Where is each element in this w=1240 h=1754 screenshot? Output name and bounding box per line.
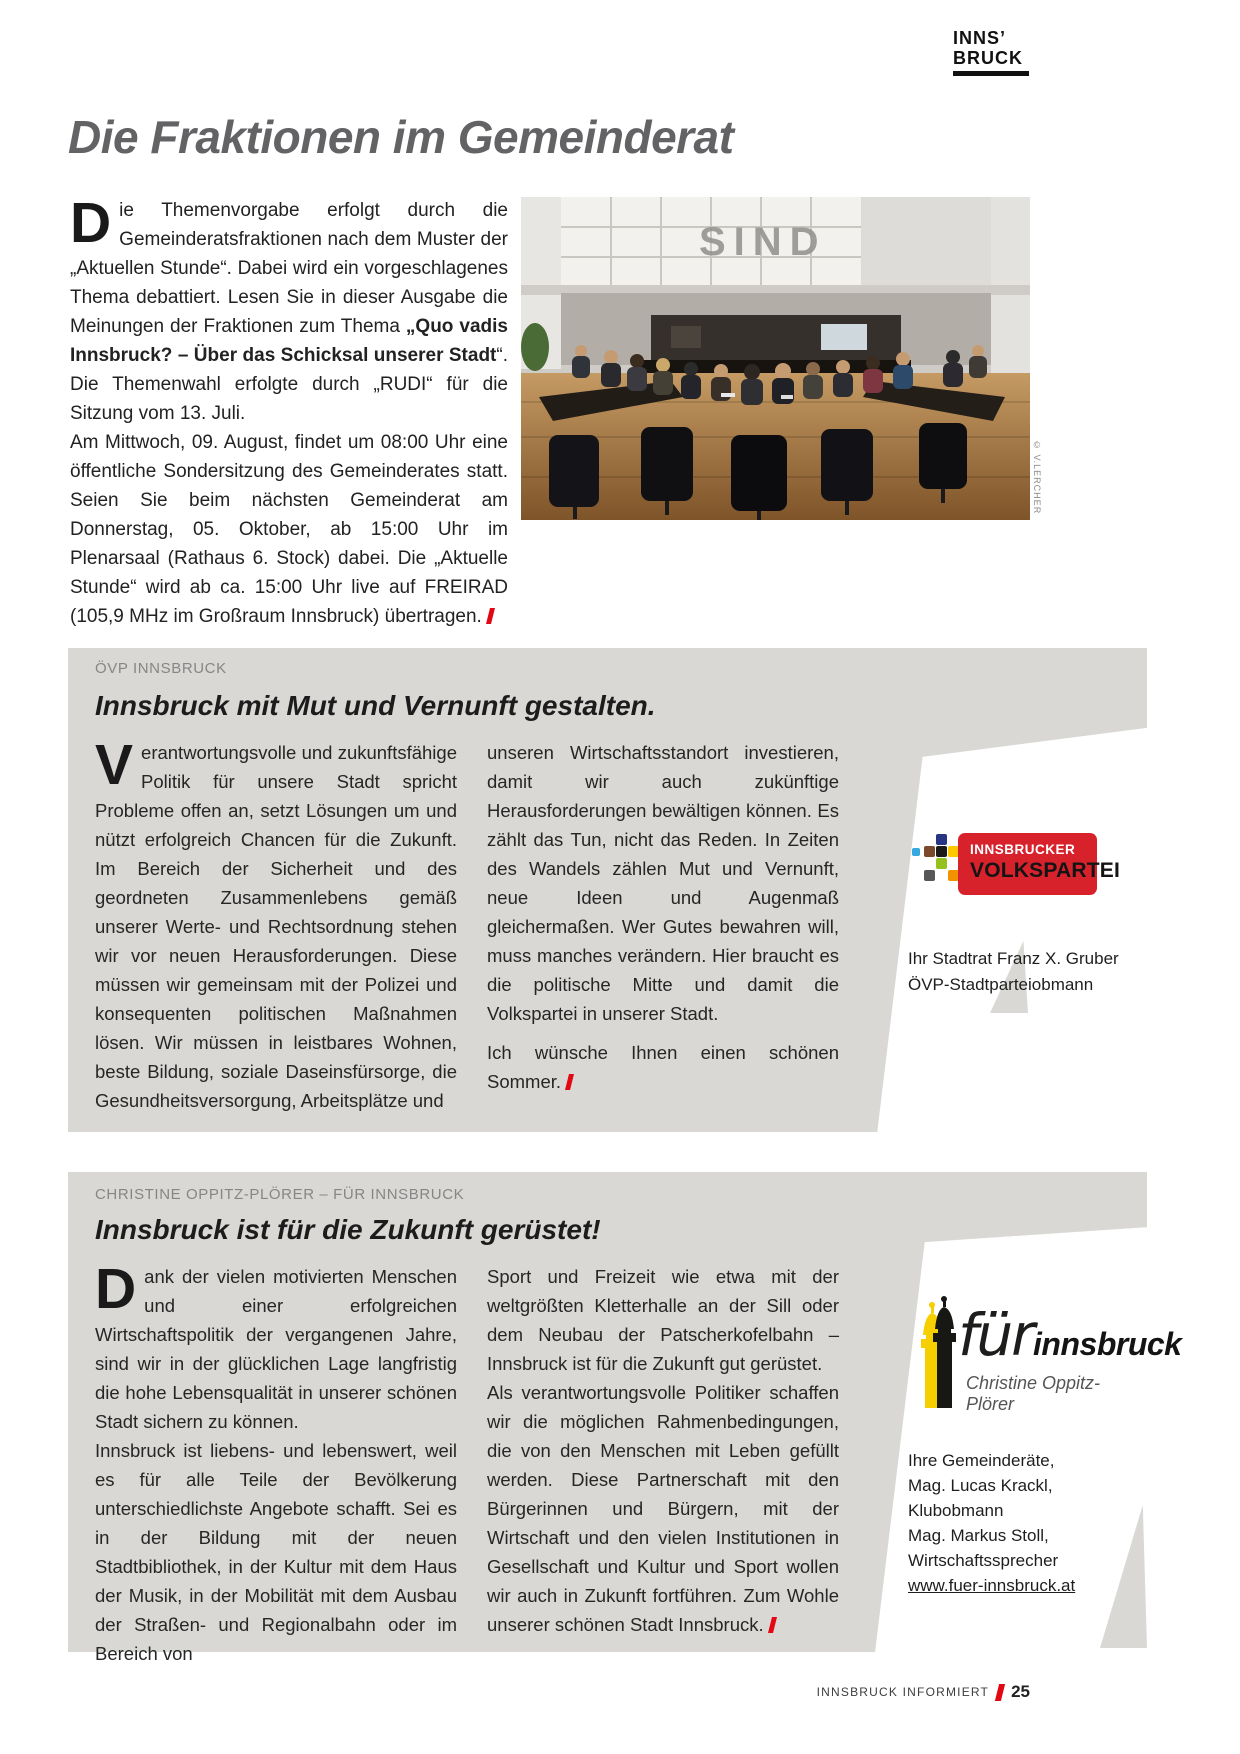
brand-underline bbox=[953, 71, 1029, 76]
photo-credit: © V.LERCHER bbox=[1032, 440, 1042, 515]
fi-contact-line: Wirtschaftssprecher bbox=[908, 1551, 1059, 1570]
ovp-caption-name: Ihr Stadtrat Franz X. Gruber bbox=[908, 949, 1119, 968]
volkspartei-badge-line1: INNSBRUCKER bbox=[970, 842, 1076, 857]
intro-paragraph-1 bbox=[70, 191, 508, 428]
ovp-dropcap: V bbox=[95, 733, 134, 797]
fi-wordmark-subline: Christine Oppitz-Plörer bbox=[966, 1373, 1101, 1414]
fi-contact-line: Mag. Lucas Krackl, bbox=[908, 1476, 1053, 1495]
fi-col1-p2: Innsbruck ist liebens- und lebenswert, weil es für alle Teile der Bevölkerung unterschiedlichste Angebote schafft. Sei es in der Bildung mit der neuen Stadtbibliothek, in der Kultur mit dem Haus der Musik, in der Mobilität mit dem Ausbau der Straßen- und Regionalbahn oder im Bereich von bbox=[95, 1440, 457, 1664]
fi-col2-p1: Sport und Freizeit wie etwa mit der weltgrößten Kletterhalle an der Sill oder dem Neubau der Patscherkofelbahn – Innsbruck ist für die Zukunft gut gerüstet. bbox=[487, 1266, 839, 1374]
fi-column-2 bbox=[487, 1262, 839, 1639]
fuer-innsbruck-wordmark bbox=[958, 1301, 1181, 1369]
fi-column-1 bbox=[95, 1257, 457, 1668]
fi-col2-p2 bbox=[487, 1378, 839, 1639]
volkspartei-badge-line2: VOLKSPARTEI bbox=[970, 859, 1120, 882]
intro-paragraph-2 bbox=[70, 428, 508, 631]
ovp-col1-text: erantwortungsvolle und zukunftsfähige Politik für unsere Stadt spricht Probleme offen an, setzt Lösungen um und nützt erfolgreich Chancen für die Zukunft. Im Bereich der Sicherheit und des geordneten Zusammenlebens gemäß unserer Werte- und Rechtsordnung stehen wir vor neuen Herausforderungen. Diese müssen wir gemeinsam mit der Polizei und konsequenten politischen Maßnahmen lösen. Wir müssen in leistbares Wohnen, beste Bildung, soziale Daseinsfürsorge, die Gesundheitsversorgung, Arbeitsplätze und bbox=[95, 742, 457, 1111]
council-photo-graphic bbox=[521, 197, 1030, 520]
fi-col1-p1: ank der vielen motivierten Menschen und einer erfolgreichen Wirtschaftspolitik der vergangenen Jahre, sind wir in der glücklichen Lage langfristig die hohe Lebensqualität in unserer schönen Stadt sichern zu können. bbox=[95, 1266, 457, 1432]
fi-contact-block bbox=[908, 1448, 1075, 1598]
stadtturm-icon bbox=[918, 1293, 962, 1411]
intro-p1-bold-text: „Quo vadis Innsbruck? – Über das Schicksal unserer Stadt bbox=[70, 316, 508, 366]
intro-p1-text-end: “. Die Themenwahl erfolgte durch „RUDI“ für die Sitzung vom 13. Juli. bbox=[70, 345, 508, 424]
photo-wall-text: SIND bbox=[699, 220, 827, 264]
ovp-caption-role: ÖVP-Stadtparteiobmann bbox=[908, 975, 1094, 994]
article-end-mark-icon bbox=[768, 1617, 777, 1633]
brand-line1: INNS’ bbox=[953, 28, 1007, 48]
fi-contact-line: Klubobmann bbox=[908, 1501, 1004, 1520]
footer-slash-icon bbox=[995, 1684, 1005, 1701]
fi-wordmark-fuer: für bbox=[958, 1301, 1034, 1369]
ovp-column-2 bbox=[487, 738, 839, 1096]
footer-magazine-label: INNSBRUCK INFORMIERT bbox=[816, 1685, 990, 1699]
fi-contact-line: Ihre Gemeinderäte, bbox=[908, 1451, 1055, 1470]
innsbruck-city-logo bbox=[953, 28, 1029, 76]
brand-line2: BRUCK bbox=[953, 48, 1023, 68]
ovp-kicker: ÖVP INNSBRUCK bbox=[95, 660, 227, 677]
fi-section-corner-triangle bbox=[1100, 1505, 1147, 1648]
fuer-innsbruck-logo bbox=[918, 1293, 1182, 1418]
ovp-col2-p1: unseren Wirtschaftsstandort investieren, damit wir auch zukünftige Herausforderungen bewältigen können. Es zählt das Tun, nicht das Reden. In Zeiten des Wandels zählen Mut und Vernunft, neue Ideen und Augenmaß gleichermaßen. Wer Gutes bewahren will, muss manches verändern. Hier braucht es die politische Mitte und damit die Volkspartei in unserer Stadt. bbox=[487, 742, 839, 1024]
fi-contact-line: Mag. Markus Stoll, bbox=[908, 1526, 1049, 1545]
ovp-column-1 bbox=[95, 733, 457, 1115]
footer-page-number: 25 bbox=[1011, 1682, 1030, 1701]
ovp-headline: Innsbruck mit Mut und Vernunft gestalten. bbox=[95, 690, 656, 721]
intro-dropcap: D bbox=[70, 191, 112, 255]
fi-wordmark-innsbruck: innsbruck bbox=[1033, 1326, 1182, 1362]
intro-p2-text: Am Mittwoch, 09. August, findet um 08:00 Uhr eine öffentliche Sondersitzung des Gemeinderates statt. Seien Sie beim nächsten Gemeinderat am Donnerstag, 05. Oktober, ab 15:00 Uhr im Plenarsaal (Rathaus 6. Stock) dabei. Die „Aktuelle Stunde“ wird ab ca. 15:00 Uhr live auf FREIRAD (105,9 MHz im Großraum Innsbruck) übertragen. bbox=[70, 432, 508, 627]
fi-headline: Innsbruck ist für die Zukunft gerüstet! bbox=[95, 1214, 601, 1245]
council-photo bbox=[521, 197, 1030, 520]
volkspartei-badge bbox=[958, 833, 1120, 895]
fi-kicker: CHRISTINE OPPITZ-PLÖRER – FÜR INNSBRUCK bbox=[95, 1186, 465, 1203]
article-end-mark-icon bbox=[486, 608, 495, 624]
intro-article bbox=[70, 191, 508, 631]
fi-website-link[interactable]: www.fuer-innsbruck.at bbox=[908, 1576, 1076, 1595]
ovp-caption bbox=[908, 946, 1119, 998]
fi-col2-p2-text: Als verantwortungsvolle Politiker schaffen wir die möglichen Rahmenbedingungen, die von den Menschen mit Leben gefüllt werden. Diese Partnerschaft mit den Bürgerinnen und Bürgern, mit der Wirtschaft und den vielen Institutionen in Gesellschaft und Kultur und Sport wollen wir auch in Zukunft fortführen. Zum Wohle unserer schönen Stadt Innsbruck. bbox=[487, 1382, 839, 1635]
page-title: Die Fraktionen im Gemeinderat bbox=[68, 111, 734, 163]
ovp-col2-p2 bbox=[487, 1038, 839, 1096]
ovp-col2-p2-text: Ich wünsche Ihnen einen schönen Sommer. bbox=[487, 1042, 839, 1092]
article-end-mark-icon bbox=[565, 1074, 574, 1090]
page-footer bbox=[817, 1682, 1030, 1702]
fi-dropcap: D bbox=[95, 1257, 137, 1321]
volkspartei-logo bbox=[912, 833, 1120, 895]
intro-p1-text: ie Themenvorgabe erfolgt durch die Gemeinderatsfraktionen nach dem Muster der „Aktuellen Stunde“. Dabei wird ein vorgeschlagenes Thema debattiert. Lesen Sie in dieser Ausgabe die Meinungen der Fraktionen zum Thema bbox=[70, 200, 508, 337]
